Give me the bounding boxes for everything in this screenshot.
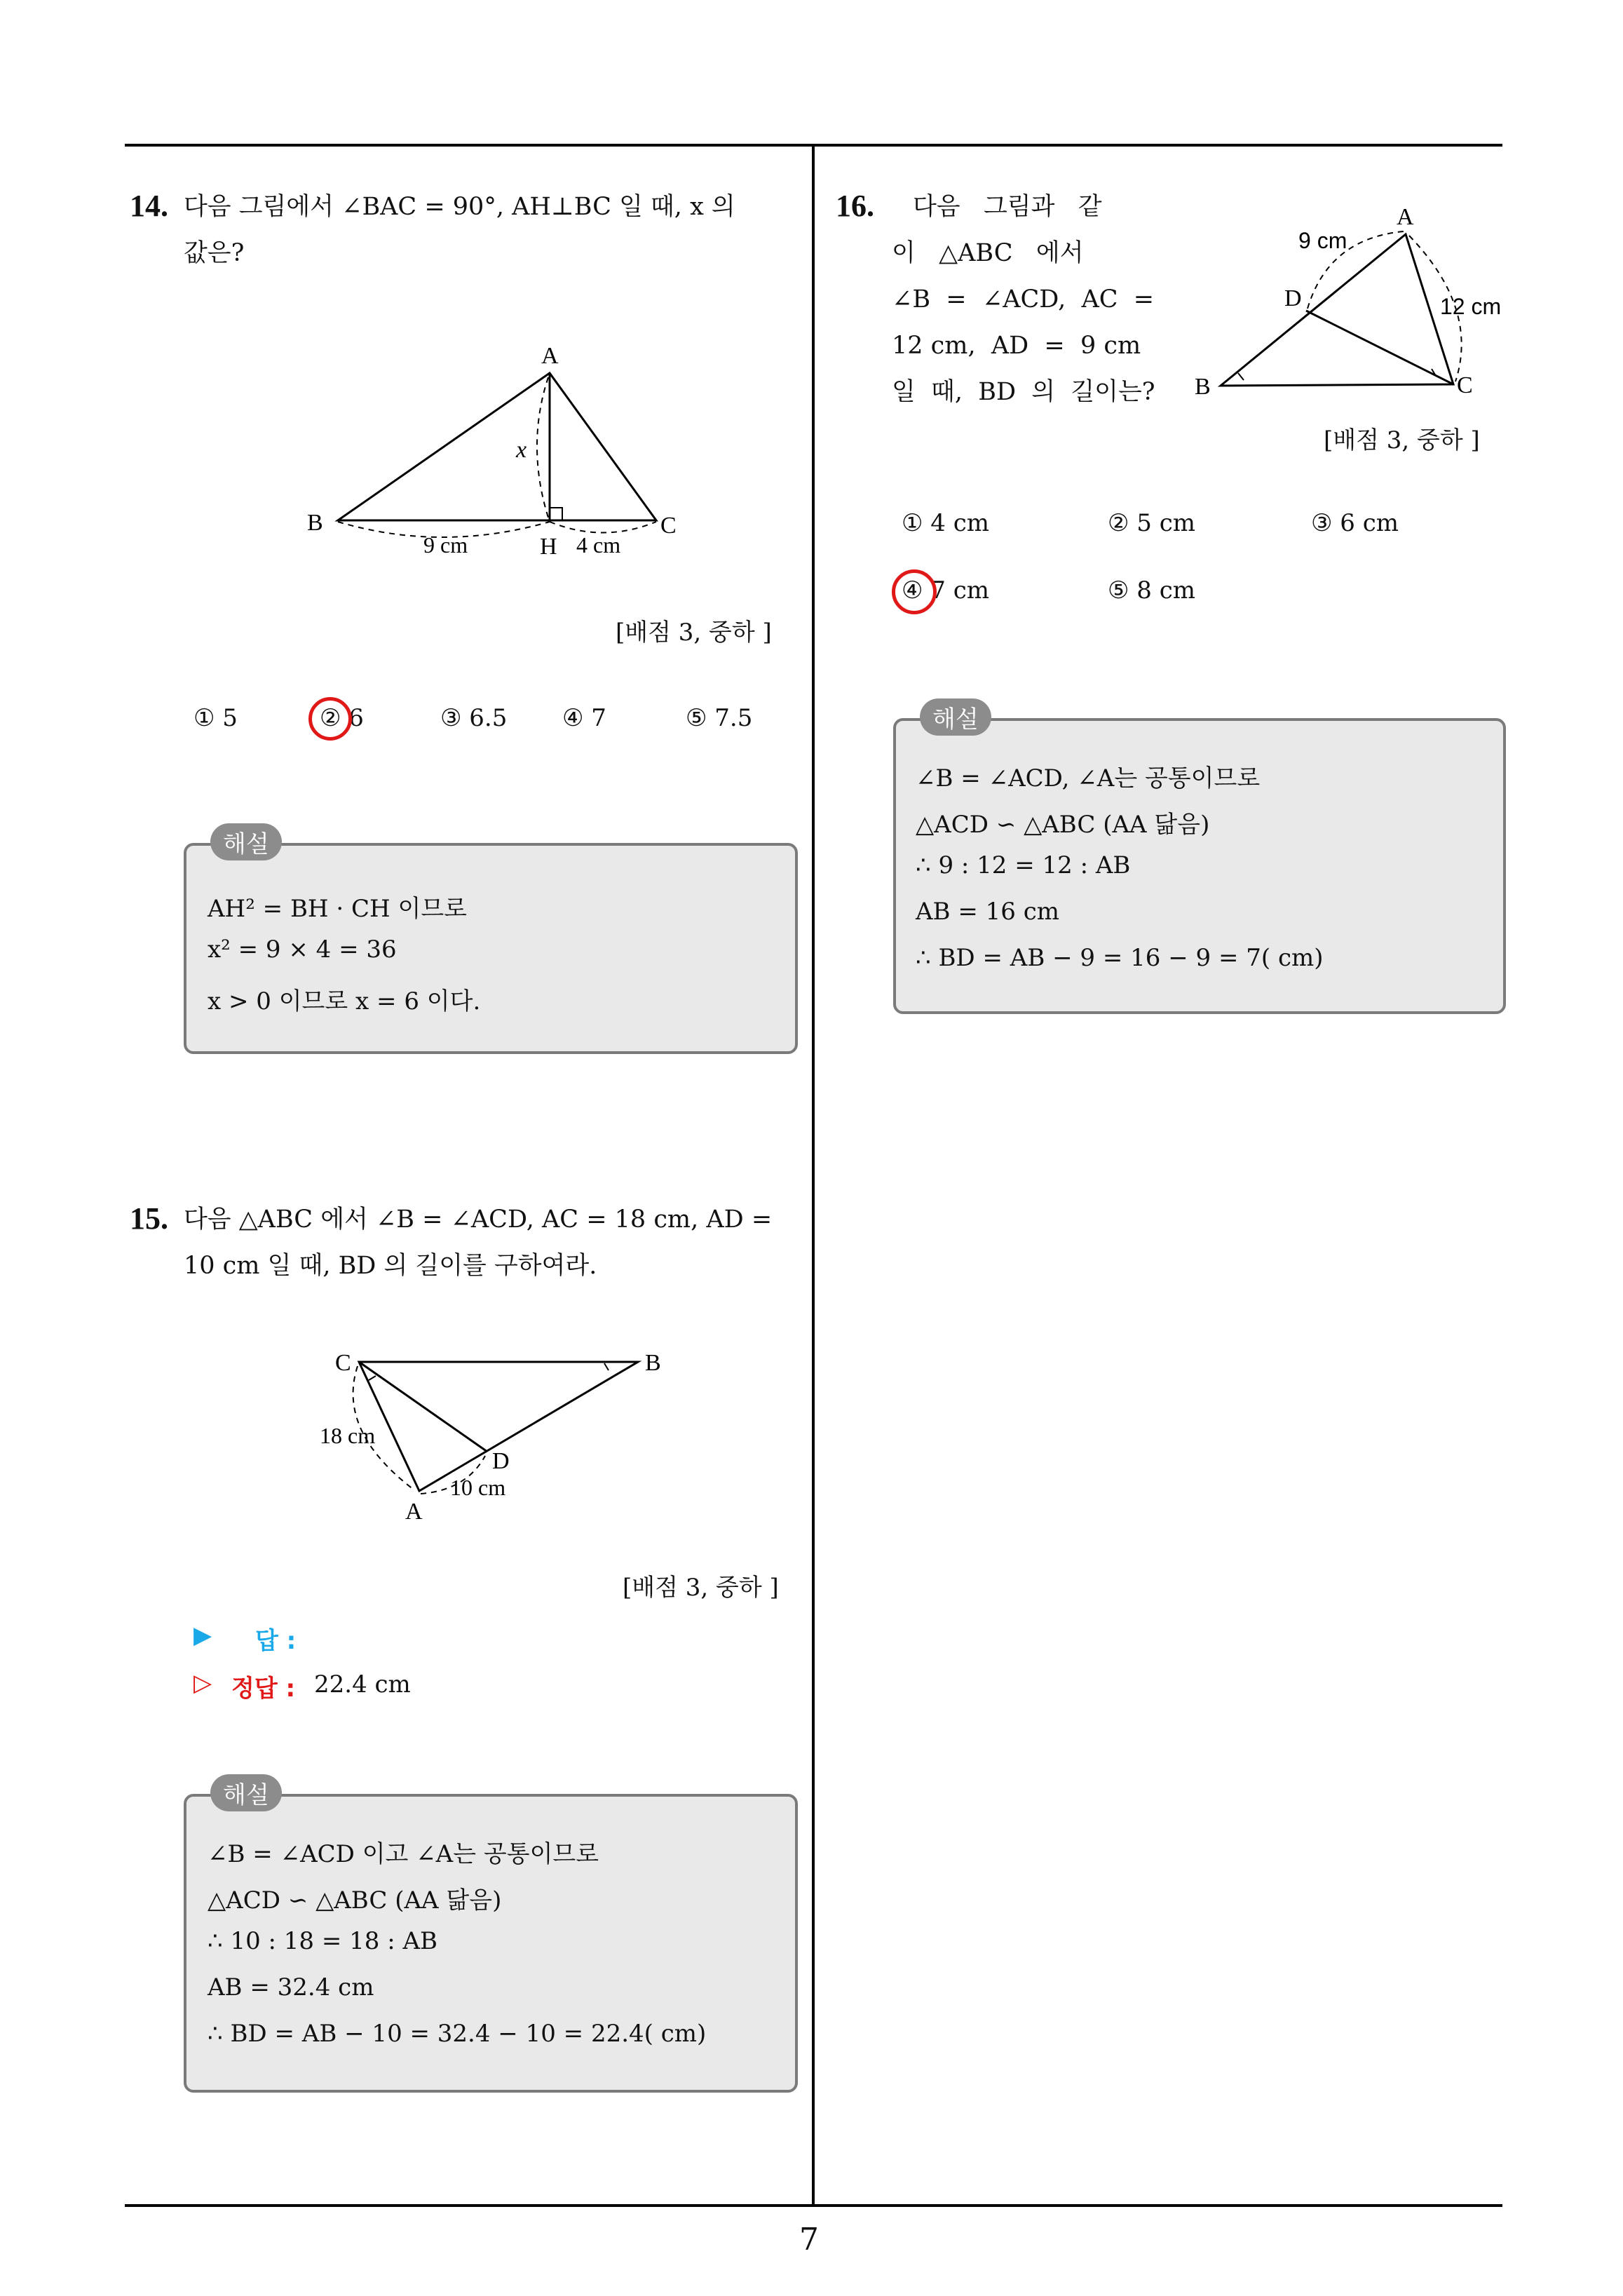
q16-choice-1[interactable]: ① 4 cm: [902, 509, 990, 537]
q16-question-line4: 12 cm, AD = 9 cm: [892, 332, 1141, 360]
q16-solution-line3: ∴ 9 : 12 = 12 : AB: [916, 851, 1131, 879]
q16-choice-5[interactable]: ⑤ 8 cm: [1108, 576, 1196, 605]
q14-choice-4[interactable]: ④ 7: [562, 704, 606, 732]
q15-label-b: B: [645, 1350, 661, 1376]
q15-label-ad: 10 cm: [450, 1475, 506, 1500]
q15-question-line1: 다음 △ABC 에서 ∠B = ∠ACD, AC = 18 cm, AD =: [184, 1206, 773, 1234]
q15-question-line2: 10 cm 일 때, BD 의 길이를 구하여라.: [184, 1252, 597, 1280]
q14-label-bh: 9 cm: [423, 532, 468, 558]
q15-label-a: A: [405, 1499, 423, 1525]
bottom-rule: [125, 2204, 1502, 2207]
q16-selected-mark: [892, 569, 937, 614]
q15-solution-line4: AB = 32.4 cm: [208, 1973, 374, 2001]
q16-number: 16.: [836, 189, 874, 223]
q16-solution-line2: △ACD ∽ △ABC (AA 닮음): [916, 811, 1210, 839]
q14-question-line2: 값은?: [184, 239, 245, 267]
q14-label-c: C: [660, 513, 677, 539]
q16-question-line5: 일 때, BD 의 길이는?: [892, 378, 1155, 406]
q16-solution-line1: ∠B = ∠ACD, ∠A는 공통이므로: [916, 764, 1261, 792]
q15-solution-line1: ∠B = ∠ACD 이고 ∠A는 공통이므로: [208, 1840, 599, 1868]
q16-choice-2[interactable]: ② 5 cm: [1108, 509, 1196, 537]
q16-choice-3[interactable]: ③ 6 cm: [1311, 509, 1399, 537]
q16-label-a: A: [1397, 204, 1414, 230]
page-number: 7: [799, 2222, 819, 2257]
q15-solution-line3: ∴ 10 : 18 = 18 : AB: [208, 1927, 438, 1955]
q15-meta: [배점 3, 중하 ]: [623, 1574, 779, 1602]
q15-label-c: C: [335, 1350, 351, 1376]
q16-label-d: D: [1284, 285, 1302, 311]
q14-label-b: B: [307, 510, 323, 536]
q14-label-h: H: [540, 534, 557, 560]
q15-correct-marker: ▷: [193, 1669, 212, 1697]
q14-label-a: A: [541, 343, 559, 369]
q16-solution-line5: ∴ BD = AB − 9 = 16 − 9 = 7( cm): [916, 944, 1324, 972]
column-divider: [812, 144, 815, 2206]
q15-solution-line2: △ACD ∽ △ABC (AA 닮음): [208, 1886, 502, 1915]
q16-solution-tag: 해설: [920, 698, 991, 736]
q15-answer-marker: ▶: [193, 1621, 212, 1649]
q15-correct-value: 22.4 cm: [314, 1670, 411, 1699]
q14-choice-1[interactable]: ① 5: [193, 704, 238, 732]
q16-question-line1: 다음 그림과 같: [913, 193, 1102, 221]
q14-selected-mark: [308, 697, 352, 741]
q16-label-b: B: [1195, 374, 1211, 400]
q15-number: 15.: [130, 1201, 168, 1236]
q16-label-c: C: [1457, 372, 1473, 398]
q16-meta: [배점 3, 중하 ]: [1324, 426, 1480, 454]
q14-figure: [294, 330, 687, 575]
q16-figure: [1185, 189, 1521, 421]
q16-label-ac: 12 cm: [1440, 294, 1502, 319]
q14-solution-tag: 해설: [210, 823, 282, 860]
q15-label-d: D: [492, 1448, 510, 1474]
q16-choice-4[interactable]: ④ 7 cm: [902, 576, 990, 605]
q15-solution-line5: ∴ BD = AB − 10 = 32.4 − 10 = 22.4( cm): [208, 2020, 707, 2048]
q14-solution-line2: x² = 9 × 4 = 36: [208, 936, 397, 964]
q14-choice-5[interactable]: ⑤ 7.5: [686, 704, 753, 732]
q14-label-hc: 4 cm: [576, 532, 621, 558]
q14-question-line1: 다음 그림에서 ∠BAC = 90°, AH⊥BC 일 때, x 의: [184, 193, 735, 221]
q14-choice-2[interactable]: ② 6: [320, 704, 364, 732]
q14-label-x: x: [516, 437, 527, 463]
q15-label-ac: 18 cm: [320, 1423, 376, 1448]
q16-label-ad: 9 cm: [1298, 228, 1347, 253]
q14-solution-line1: AH² = BH · CH 이므로: [208, 895, 468, 923]
q15-figure: [315, 1339, 680, 1536]
q15-solution-tag: 해설: [210, 1774, 282, 1811]
q14-solution-line3: x > 0 이므로 x = 6 이다.: [208, 987, 481, 1015]
q16-solution-line4: AB = 16 cm: [916, 898, 1059, 926]
q16-question-line2: 이 △ABC 에서: [892, 239, 1084, 267]
q15-correct-label: 정답 :: [231, 1675, 296, 1703]
q14-number: 14.: [130, 189, 168, 223]
q14-choice-3[interactable]: ③ 6.5: [440, 704, 508, 732]
q16-question-line3: ∠B = ∠ACD, AC =: [892, 285, 1155, 313]
q14-meta: [배점 3, 중하 ]: [616, 619, 772, 647]
q15-answer-label: 답 :: [255, 1627, 297, 1655]
